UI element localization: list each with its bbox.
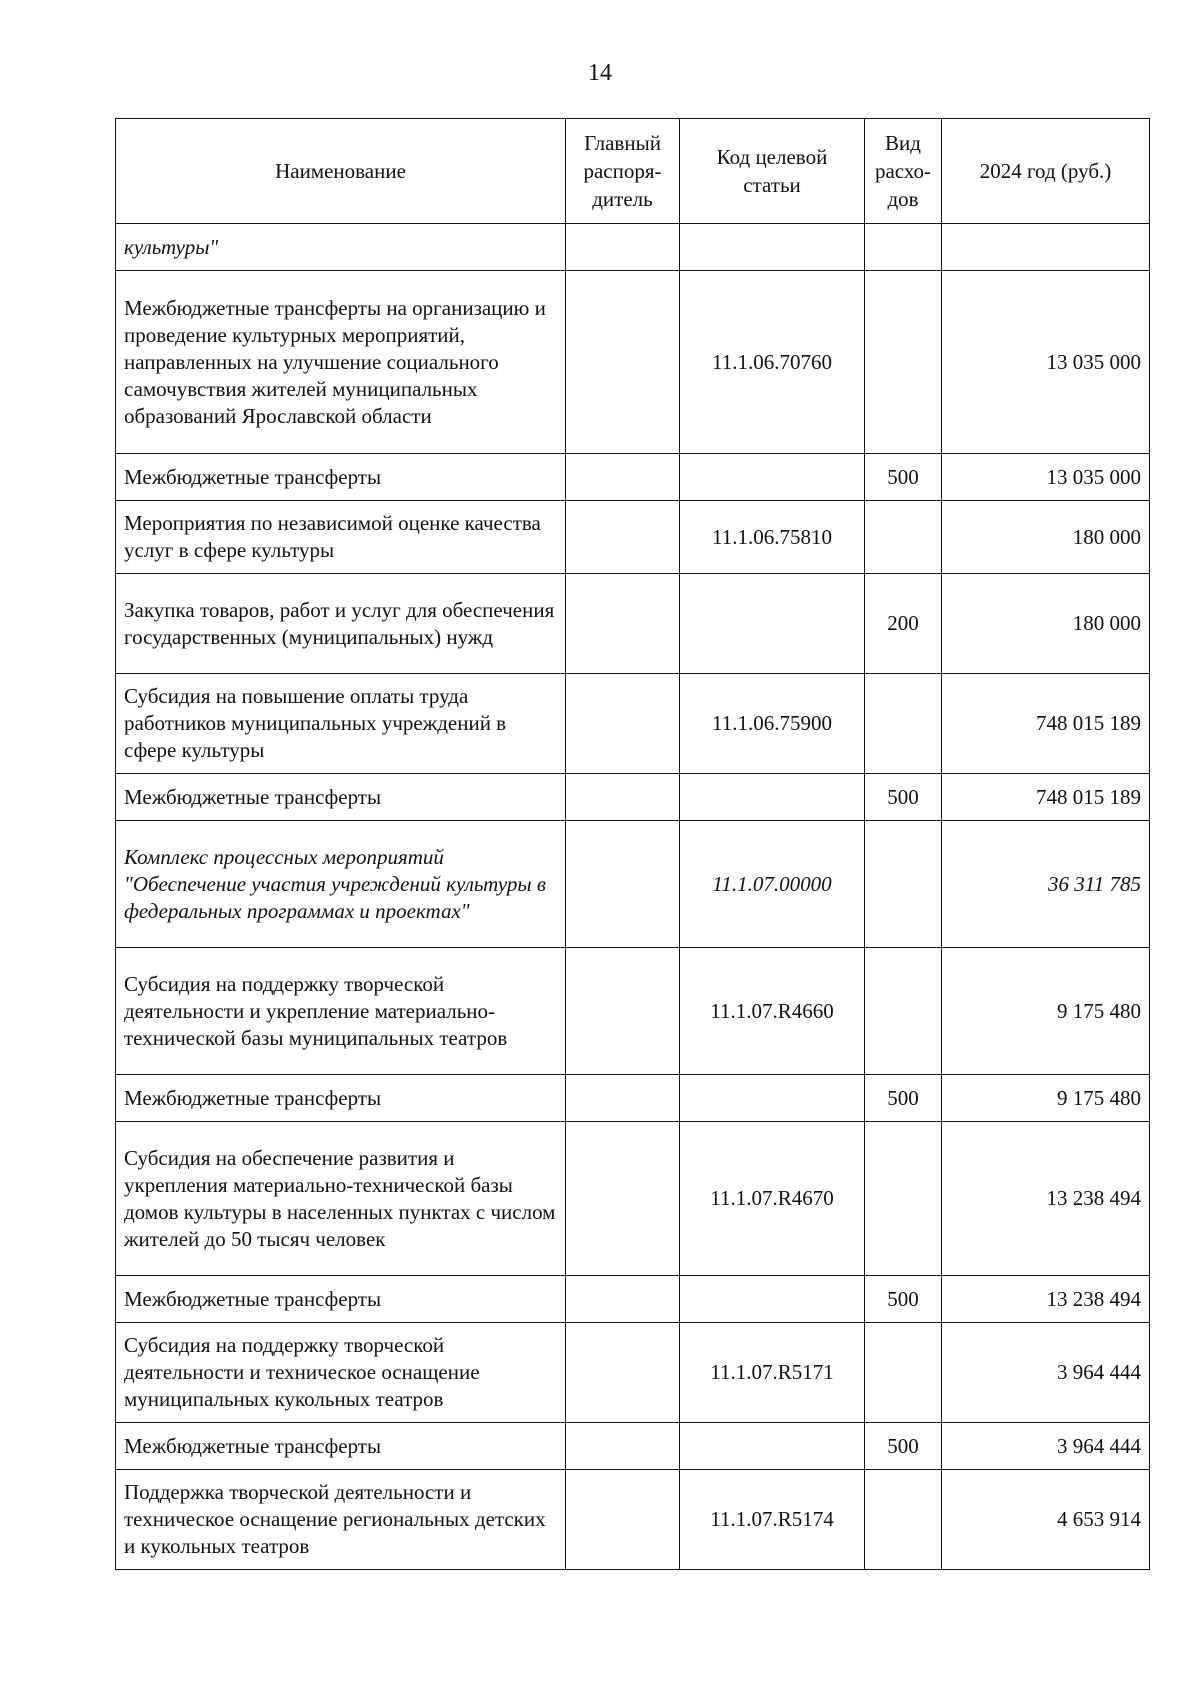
table-row [116, 1423, 1150, 1470]
table-row [116, 1122, 1150, 1276]
cell-amount: 748 015 189 [942, 674, 1150, 774]
cell-name: Субсидия на поддержку творческой деятельности и техническое оснащение муниципальных кукольных театров [116, 1323, 566, 1423]
cell-manager [566, 774, 680, 821]
cell-manager [566, 574, 680, 674]
cell-manager [566, 821, 680, 948]
cell-amount: 3 964 444 [942, 1323, 1150, 1423]
cell-name: Субсидия на поддержку творческой деятельности и укрепление материально-технической базы муниципальных театров [116, 948, 566, 1075]
cell-manager [566, 1122, 680, 1276]
cell-amount: 9 175 480 [942, 948, 1150, 1075]
cell-name: Субсидия на обеспечение развития и укрепления материально-технической базы домов культуры в населенных пунктах с числом жителей до 50 тысяч человек [116, 1122, 566, 1276]
cell-type [865, 271, 942, 454]
cell-name: Межбюджетные трансферты [116, 774, 566, 821]
cell-code: 11.1.07.R4660 [680, 948, 865, 1075]
cell-name: Комплекс процессных мероприятий "Обеспечение участия учреждений культуры в федеральных программах и проектах" [116, 821, 566, 948]
cell-amount: 180 000 [942, 574, 1150, 674]
cell-name: Межбюджетные трансферты [116, 1423, 566, 1470]
table-row [116, 821, 1150, 948]
cell-manager [566, 501, 680, 574]
budget-table [115, 118, 1150, 1570]
table-row [116, 1470, 1150, 1570]
header-amount: 2024 год (руб.) [942, 119, 1150, 224]
table-row [116, 501, 1150, 574]
cell-manager [566, 454, 680, 501]
header-name: Наименование [116, 119, 566, 224]
cell-type [865, 1470, 942, 1570]
table-row [116, 1075, 1150, 1122]
cell-code: 11.1.07.00000 [680, 821, 865, 948]
cell-code [680, 224, 865, 271]
table-row [116, 948, 1150, 1075]
table-row [116, 1323, 1150, 1423]
cell-type [865, 1323, 942, 1423]
cell-type: 500 [865, 774, 942, 821]
cell-name: культуры" [116, 224, 566, 271]
cell-type: 200 [865, 574, 942, 674]
cell-manager [566, 674, 680, 774]
cell-amount: 13 035 000 [942, 454, 1150, 501]
cell-manager [566, 1423, 680, 1470]
cell-type [865, 821, 942, 948]
cell-amount: 13 238 494 [942, 1276, 1150, 1323]
cell-code [680, 574, 865, 674]
cell-manager [566, 1470, 680, 1570]
cell-manager [566, 1323, 680, 1423]
table-row [116, 574, 1150, 674]
cell-amount: 13 035 000 [942, 271, 1150, 454]
cell-code: 11.1.06.75900 [680, 674, 865, 774]
cell-code [680, 454, 865, 501]
table-row [116, 774, 1150, 821]
cell-amount: 748 015 189 [942, 774, 1150, 821]
cell-amount [942, 224, 1150, 271]
cell-manager [566, 1075, 680, 1122]
cell-name: Мероприятия по независимой оценке качества услуг в сфере культуры [116, 501, 566, 574]
cell-name: Межбюджетные трансферты [116, 1276, 566, 1323]
cell-amount: 13 238 494 [942, 1122, 1150, 1276]
cell-amount: 3 964 444 [942, 1423, 1150, 1470]
cell-manager [566, 1276, 680, 1323]
header-manager: Главный распоря-дитель [566, 119, 680, 224]
cell-code: 11.1.07.R5171 [680, 1323, 865, 1423]
cell-type: 500 [865, 1423, 942, 1470]
cell-name: Межбюджетные трансферты [116, 1075, 566, 1122]
cell-name: Субсидия на повышение оплаты труда работников муниципальных учреждений в сфере культуры [116, 674, 566, 774]
cell-code: 11.1.07.R5174 [680, 1470, 865, 1570]
cell-name: Межбюджетные трансферты [116, 454, 566, 501]
cell-manager [566, 948, 680, 1075]
cell-code [680, 1423, 865, 1470]
table-row [116, 1276, 1150, 1323]
cell-amount: 36 311 785 [942, 821, 1150, 948]
cell-manager [566, 224, 680, 271]
cell-code: 11.1.07.R4670 [680, 1122, 865, 1276]
cell-type [865, 501, 942, 574]
cell-name: Закупка товаров, работ и услуг для обеспечения государственных (муниципальных) нужд [116, 574, 566, 674]
cell-code [680, 1075, 865, 1122]
cell-amount: 9 175 480 [942, 1075, 1150, 1122]
cell-manager [566, 271, 680, 454]
page-number: 14 [588, 60, 612, 86]
header-code: Код целевой статьи [680, 119, 865, 224]
cell-name: Межбюджетные трансферты на организацию и проведение культурных мероприятий, направленных на улучшение социального самочувствия жителей муниципальных образований Ярославской области [116, 271, 566, 454]
table-header-row [116, 119, 1150, 224]
table-row [116, 454, 1150, 501]
cell-code [680, 1276, 865, 1323]
cell-type: 500 [865, 1075, 942, 1122]
header-type: Вид расхо-дов [865, 119, 942, 224]
cell-code [680, 774, 865, 821]
cell-code: 11.1.06.70760 [680, 271, 865, 454]
cell-type [865, 1122, 942, 1276]
cell-type: 500 [865, 1276, 942, 1323]
table-row [116, 674, 1150, 774]
cell-type: 500 [865, 454, 942, 501]
table-row [116, 224, 1150, 271]
table-row [116, 271, 1150, 454]
cell-amount: 180 000 [942, 501, 1150, 574]
cell-name: Поддержка творческой деятельности и техническое оснащение региональных детских и кукольных театров [116, 1470, 566, 1570]
cell-type [865, 674, 942, 774]
cell-type [865, 224, 942, 271]
cell-type [865, 948, 942, 1075]
cell-code: 11.1.06.75810 [680, 501, 865, 574]
cell-amount: 4 653 914 [942, 1470, 1150, 1570]
